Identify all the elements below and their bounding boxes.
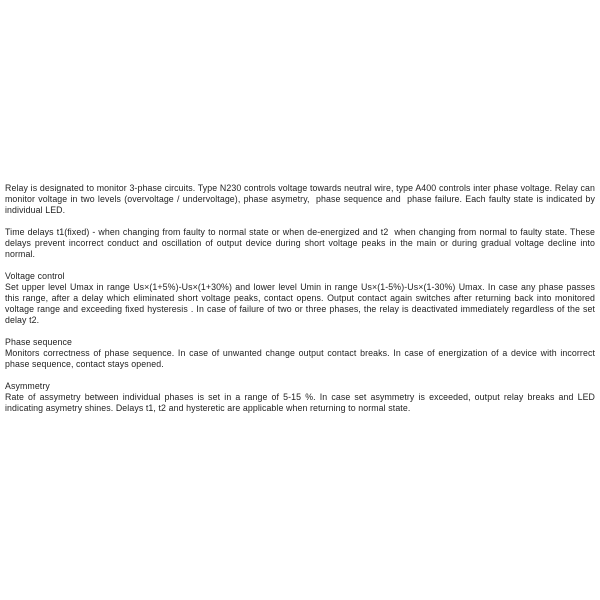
relay-description-text-block <box>5 183 598 425</box>
section-body-voltage-control: Set upper level Umax in range Us×(1+5%)-Us×(1+30%) and lower level Umin in range Us×(1-5%)-Us×(1-30%) Umax. In case any phase passes this range, after a delay which eliminated short voltage peaks, contact opens. Output contact again switches after returning back into monitored voltage range and exceeding fixed hysteresis . In case of failure of two or three phases, the relay is deactivated immediately regardless of the set delay t2. <box>5 282 598 325</box>
intro-paragraph-overview: Relay is designated to monitor 3-phase circuits. Type N230 controls voltage towards neutral wire, type A400 controls inter phase voltage. Relay can monitor voltage in two levels (overvoltage / undervoltage), phase asymetry, phase sequence and phase failure. Each faulty state is indicated by individual LED. <box>5 183 598 215</box>
section-heading-phase-sequence: Phase sequence <box>5 337 72 347</box>
section-voltage-control <box>5 271 598 326</box>
intro-paragraph-time-delays: Time delays t1(fixed) - when changing from faulty to normal state or when de-energized and t2 when changing from normal to faulty state. These delays prevent incorrect conduct and oscillation of output device during short voltage peaks in the main or during gradual voltage decline into normal. <box>5 227 598 259</box>
section-heading-voltage-control: Voltage control <box>5 271 65 281</box>
section-phase-sequence <box>5 337 598 370</box>
section-body-phase-sequence: Monitors correctness of phase sequence. In case of unwanted change output contact breaks. In case of energization of a device with incorrect phase sequence, contact stays opened. <box>5 348 598 369</box>
section-body-asymmetry: Rate of assymetry between individual phases is set in a range of 5-15 %. In case set asymmetry is exceeded, output relay breaks and LED indicating asymetry shines. Delays t1, t2 and hysteretic are applicable when returning to normal state. <box>5 392 598 413</box>
section-heading-asymmetry: Asymmetry <box>5 381 50 391</box>
section-asymmetry <box>5 381 598 414</box>
